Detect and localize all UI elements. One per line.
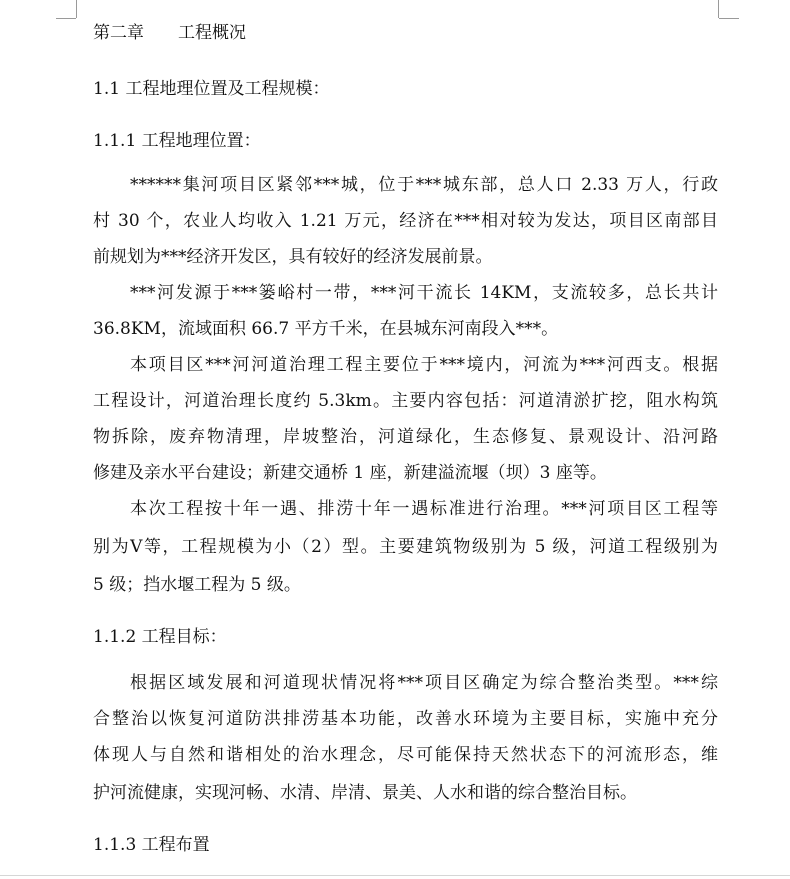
paragraph-3-line-4: 修建及亲水平台建设；新建交通桥 1 座，新建溢流堰（坝）3 座等。	[93, 463, 607, 483]
paragraph-2-line-2: 36.8KM，流域面积 66.7 平方千米，在县城东河南段入***。	[93, 319, 559, 339]
paragraph-3-line-3: 物拆除，废弃物清理，岸坡整治，河道绿化，生态修复、景观设计、沿河路	[93, 427, 718, 447]
crop-mark-top-left	[76, 0, 77, 18]
page-bottom-divider	[0, 875, 790, 876]
paragraph-1-line-1: ******集河项目区紧邻***城，位于***城东部，总人口 2.33 万人，行政	[130, 175, 718, 195]
paragraph-1-line-3: 前规划为***经济开发区，具有较好的经济发展前景。	[93, 247, 493, 267]
paragraph-3-line-2: 工程设计，河道治理长度约 5.3km。主要内容包括：河道清淤扩挖，阻水构筑	[93, 391, 718, 411]
crop-mark-top-right-horizontal	[719, 18, 739, 19]
paragraph-3-line-1: 本项目区***河河道治理工程主要位于***境内，河流为***河西支。根据	[130, 355, 718, 375]
paragraph-5-line-4: 护河流健康，实现河畅、水清、岸清、景美、人水和谐的综合整治目标。	[93, 783, 637, 803]
paragraph-5-line-3: 体现人与自然和谐相处的治水理念，尽可能保持天然状态下的河流形态，维	[93, 745, 718, 765]
section-heading-1-1: 1.1 工程地理位置及工程规模：	[93, 79, 330, 99]
paragraph-1-line-2: 村 30 个，农业人均收入 1.21 万元，经济在***相对较为发达，项目区南部目	[93, 211, 718, 231]
paragraph-4-line-1: 本次工程按十年一遇、排涝十年一遇标准进行治理。***河项目区工程等	[130, 499, 718, 519]
paragraph-4-line-2: 别为Ⅴ等，工程规模为小（2）型。主要建筑物级别为 5 级，河道工程级别为	[93, 537, 718, 557]
paragraph-4-line-3: 5 级；挡水堰工程为 5 级。	[93, 575, 301, 595]
chapter-title: 第二章 工程概况	[93, 23, 246, 43]
paragraph-5-line-1: 根据区域发展和河道现状情况将***项目区确定为综合整治类型。***综	[130, 673, 718, 693]
section-heading-1-1-2: 1.1.2 工程目标：	[93, 627, 227, 647]
crop-mark-top-right	[718, 0, 719, 18]
crop-mark-top-left-horizontal	[56, 18, 76, 19]
paragraph-5-line-2: 合整治以恢复河道防洪排涝基本功能，改善水环境为主要目标，实施中充分	[93, 709, 718, 729]
section-heading-1-1-3: 1.1.3 工程布置	[93, 835, 210, 855]
section-heading-1-1-1: 1.1.1 工程地理位置：	[93, 131, 261, 151]
paragraph-2-line-1: ***河发源于***篓峪村一带，***河干流长 14KM，支流较多，总长共计	[130, 283, 718, 303]
